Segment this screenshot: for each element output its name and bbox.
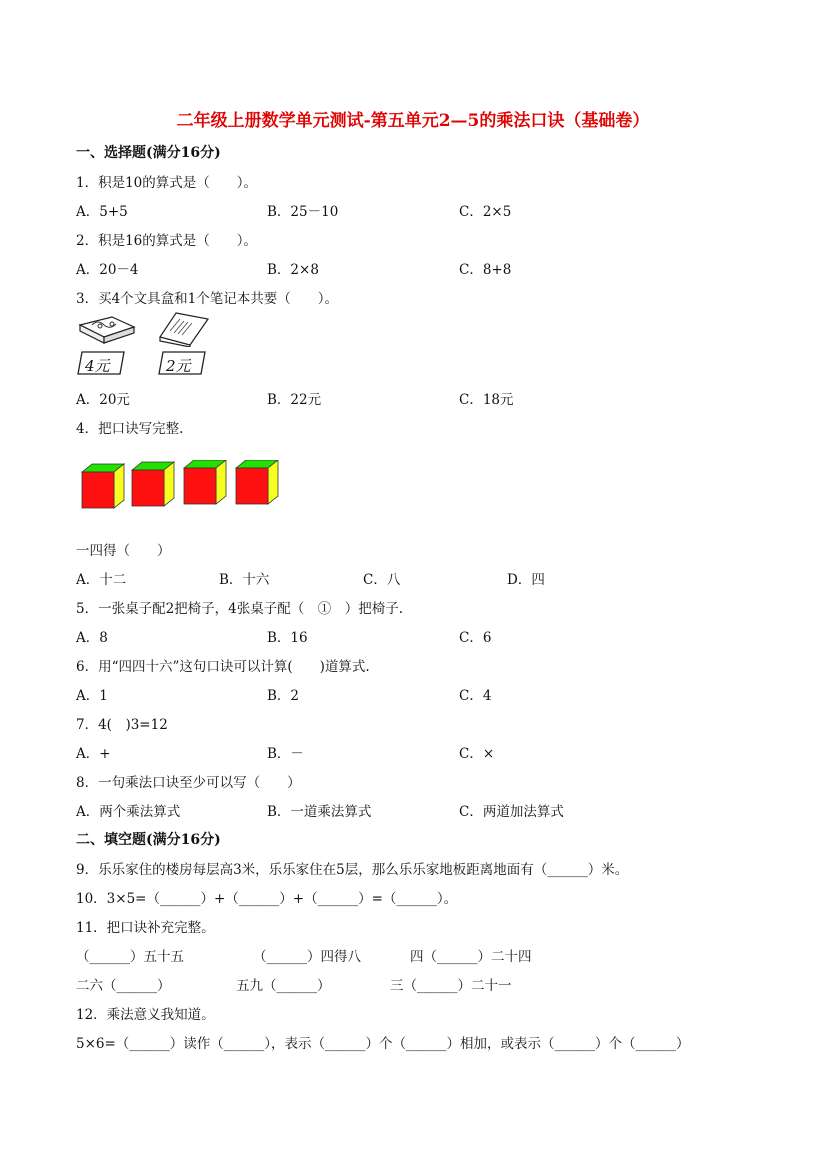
question-4-stem: 4．把口诀写完整.: [76, 421, 184, 437]
section-choice-heading: 一、选择题(满分16分): [76, 145, 221, 161]
question-1-option-a[interactable]: A．5+5: [76, 204, 128, 220]
question-6-option-c[interactable]: C．4: [459, 688, 492, 704]
question-7-option-b[interactable]: B．－: [267, 746, 304, 762]
pencil-case-image: [76, 313, 138, 345]
page-title: 二年级上册数学单元测试-第五单元2—5的乘法口诀（基础卷）: [176, 111, 650, 131]
question-11-item-3: 四（______）二十四: [410, 949, 532, 965]
section-fill-heading: 二、填空题(满分16分): [76, 832, 221, 848]
question-4-option-c[interactable]: C．八: [363, 572, 401, 588]
price-label-4: 4元: [85, 357, 110, 375]
question-11-item-2: （______）四得八: [253, 949, 361, 965]
question-3-option-b[interactable]: B．22元: [267, 392, 322, 408]
question-6-option-b[interactable]: B．2: [267, 688, 300, 704]
question-8-option-c[interactable]: C．两道加法算式: [459, 804, 564, 820]
question-7-option-a[interactable]: A．+: [76, 746, 111, 762]
cubes-image: [80, 460, 280, 514]
question-2-stem: 2．积是16的算式是（ ）。: [76, 233, 258, 249]
question-2-option-a[interactable]: A．20－4: [76, 262, 139, 278]
question-7-option-c[interactable]: C．×: [459, 746, 495, 762]
question-3-option-a[interactable]: A．20元: [76, 392, 130, 408]
price-label-2: 2元: [166, 357, 191, 375]
question-5-option-b[interactable]: B．16: [267, 630, 308, 646]
notebook-image: [158, 311, 210, 347]
question-9-stem: 9．乐乐家住的楼房每层高3米，乐乐家住在5层，那么乐乐家地板距离地面有（______）米。: [76, 862, 629, 878]
question-8-stem: 8．一句乘法口诀至少可以写（ ）: [76, 775, 301, 791]
question-11-item-1: （______）五十五: [76, 949, 184, 965]
question-11-stem: 11．把口诀补充完整。: [76, 920, 215, 936]
question-5-option-c[interactable]: C．6: [459, 630, 492, 646]
question-1-stem: 1．积是10的算式是（ ）。: [76, 175, 258, 191]
question-1-option-c[interactable]: C．2×5: [459, 204, 512, 220]
question-8-option-b[interactable]: B．一道乘法算式: [267, 804, 372, 820]
question-3-stem: 3．买4个文具盒和1个笔记本共要（ ）。: [76, 291, 339, 307]
question-7-stem: 7．4( )3=12: [76, 717, 168, 733]
question-2-option-b[interactable]: B．2×8: [267, 262, 319, 278]
question-12-stem: 12．乘法意义我知道。: [76, 1007, 215, 1023]
question-4-option-b[interactable]: B．十六: [219, 572, 270, 588]
question-11-item-4: 二六（______）: [76, 978, 171, 994]
question-4-blank: 一四得（ ）: [76, 543, 171, 559]
question-11-item-6: 三（______）二十一: [390, 978, 512, 994]
question-5-option-a[interactable]: A．8: [76, 630, 108, 646]
question-5-stem: 5．一张桌子配2把椅子，4张桌子配（ ① ）把椅子.: [76, 601, 404, 617]
question-8-option-a[interactable]: A．两个乘法算式: [76, 804, 181, 820]
question-6-option-a[interactable]: A．1: [76, 688, 108, 704]
question-6-stem: 6．用“四四十六”这句口诀可以计算( )道算式.: [76, 659, 370, 675]
question-2-option-c[interactable]: C．8+8: [459, 262, 512, 278]
question-1-option-b[interactable]: B．25－10: [267, 204, 339, 220]
question-4-option-a[interactable]: A．十二: [76, 572, 127, 588]
question-11-item-5: 五九（______）: [236, 978, 331, 994]
question-12-line: 5×6=（______）读作（______），表示（______）个（______）相加，或表示（______）个（______）: [76, 1036, 690, 1052]
question-4-option-d[interactable]: D．四: [507, 572, 545, 588]
question-10-stem: 10．3×5=（______）+（______）+（______）=（______）。: [76, 891, 458, 907]
question-3-option-c[interactable]: C．18元: [459, 392, 514, 408]
